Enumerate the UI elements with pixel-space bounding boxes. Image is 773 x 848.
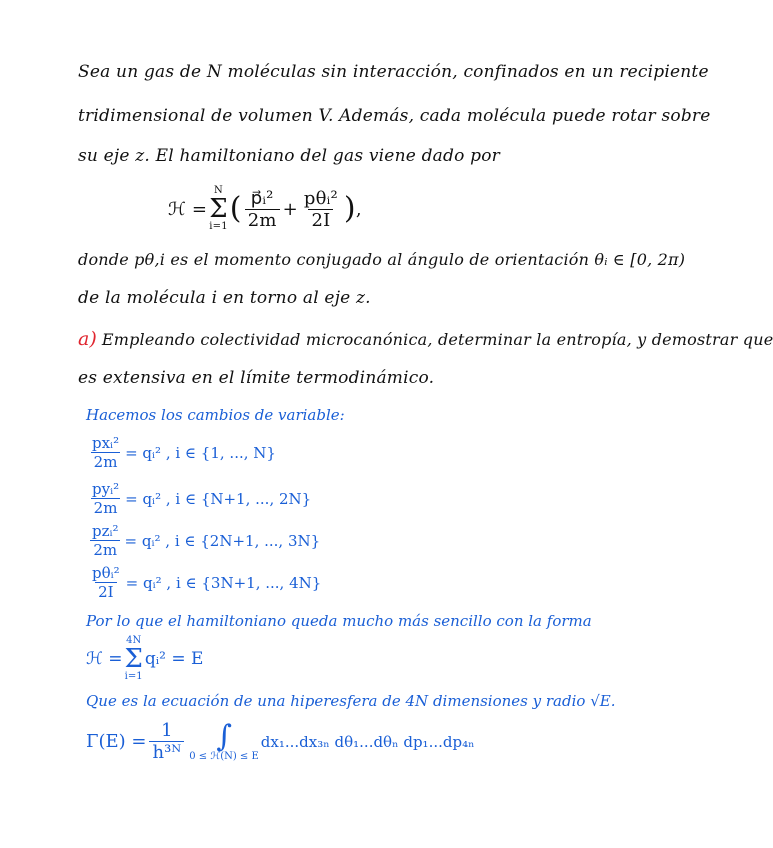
integral-domain: 0 ≤ ℋ(N) ≤ E bbox=[189, 750, 259, 762]
gamma-den: h³ᴺ bbox=[149, 741, 184, 763]
gamma-differentials: dx₁...dx₃ₙ dθ₁...dθₙ dp₁...dp₄ₙ bbox=[260, 732, 475, 751]
plus-sign: + bbox=[282, 198, 298, 220]
question-line-2: es extensiva en el límite termodinámico. bbox=[78, 368, 435, 388]
change-den: 2m bbox=[90, 540, 120, 559]
gamma-num: 1 bbox=[161, 720, 173, 741]
change-rhs: = qᵢ² , i ∈ {1, ..., N} bbox=[125, 443, 276, 462]
change-fraction bbox=[89, 480, 122, 517]
change-row-4 bbox=[86, 564, 321, 601]
definition-line-1: donde pθ,i es el momento conjugado al ángulo de orientación θᵢ ∈ [0, 2π) bbox=[78, 250, 686, 269]
hamiltonian-lhs: ℋ = bbox=[168, 198, 208, 220]
simplified-rhs: qᵢ² = E bbox=[144, 649, 204, 669]
question-line-1: Empleando colectividad microcanónica, determinar la entropía, y demostrar que bbox=[101, 330, 773, 349]
solution-intro: Hacemos los cambios de variable: bbox=[86, 406, 345, 424]
hypersphere-text: Que es la ecuación de una hiperesfera de 4N dimensiones y radio √E. bbox=[86, 692, 616, 710]
simplified-hamiltonian bbox=[86, 636, 203, 682]
change-row-2 bbox=[86, 480, 311, 517]
fraction-angular bbox=[301, 188, 341, 231]
intro-line-1: Sea un gas de N moléculas sin interacción, confinados en un recipiente bbox=[78, 62, 709, 82]
change-num: pyᵢ² bbox=[92, 480, 120, 498]
change-rhs: = qᵢ² , i ∈ {2N+1, ..., 3N} bbox=[124, 531, 321, 550]
change-rhs: = qᵢ² , i ∈ {N+1, ..., 2N} bbox=[125, 489, 312, 508]
change-row-1 bbox=[86, 434, 276, 471]
intro-line-3: su eje z. El hamiltoniano del gas viene dado por bbox=[78, 146, 500, 166]
hamiltonian-equation bbox=[168, 186, 362, 232]
close-paren: ) bbox=[343, 191, 356, 226]
definition-line-2: de la molécula i en torno al eje z. bbox=[78, 288, 371, 308]
question-label: a) bbox=[78, 328, 97, 350]
fraction-momentum bbox=[245, 188, 280, 231]
sigma-symbol: Σ bbox=[124, 644, 143, 674]
change-fraction bbox=[89, 522, 122, 559]
sum-lower: i=1 bbox=[124, 671, 143, 682]
open-paren: ( bbox=[229, 191, 242, 226]
change-num: pθᵢ² bbox=[92, 564, 120, 582]
gamma-prefactor bbox=[149, 720, 184, 763]
change-fraction bbox=[89, 434, 122, 471]
phase-volume-equation bbox=[86, 720, 475, 763]
change-fraction bbox=[89, 564, 123, 601]
change-den: 2m bbox=[91, 452, 121, 471]
change-num: pxᵢ² bbox=[92, 434, 120, 452]
sum-upper: N bbox=[214, 185, 223, 196]
change-den: 2m bbox=[91, 498, 121, 517]
intro-line-2: tridimensional de volumen V. Además, cada molécula puede rotar sobre bbox=[78, 106, 711, 126]
change-den: 2I bbox=[95, 582, 116, 601]
question-a bbox=[78, 328, 773, 350]
equation-comma: , bbox=[355, 198, 362, 220]
change-row-3 bbox=[86, 522, 320, 559]
frac-num-momentum: p⃗ᵢ² bbox=[250, 187, 274, 209]
integral-sign: ∫ bbox=[216, 718, 232, 754]
sum-lower: i=1 bbox=[209, 221, 228, 232]
change-num: pzᵢ² bbox=[92, 522, 119, 540]
frac-den-inertia: 2I bbox=[308, 209, 333, 231]
change-rhs: = qᵢ² , i ∈ {3N+1, ..., 4N} bbox=[125, 573, 322, 592]
sum-upper: 4N bbox=[126, 635, 142, 646]
summation bbox=[209, 186, 228, 232]
frac-den-mass: 2m bbox=[245, 209, 280, 231]
summation bbox=[124, 636, 142, 682]
frac-num-angular: pθᵢ² bbox=[303, 187, 338, 209]
integral bbox=[189, 718, 259, 762]
simplified-lhs: ℋ = bbox=[86, 649, 123, 669]
gamma-lhs: Γ(E) = bbox=[86, 731, 147, 752]
simplify-text: Por lo que el hamiltoniano queda mucho más sencillo con la forma bbox=[86, 612, 592, 630]
sigma-symbol: Σ bbox=[209, 194, 228, 224]
